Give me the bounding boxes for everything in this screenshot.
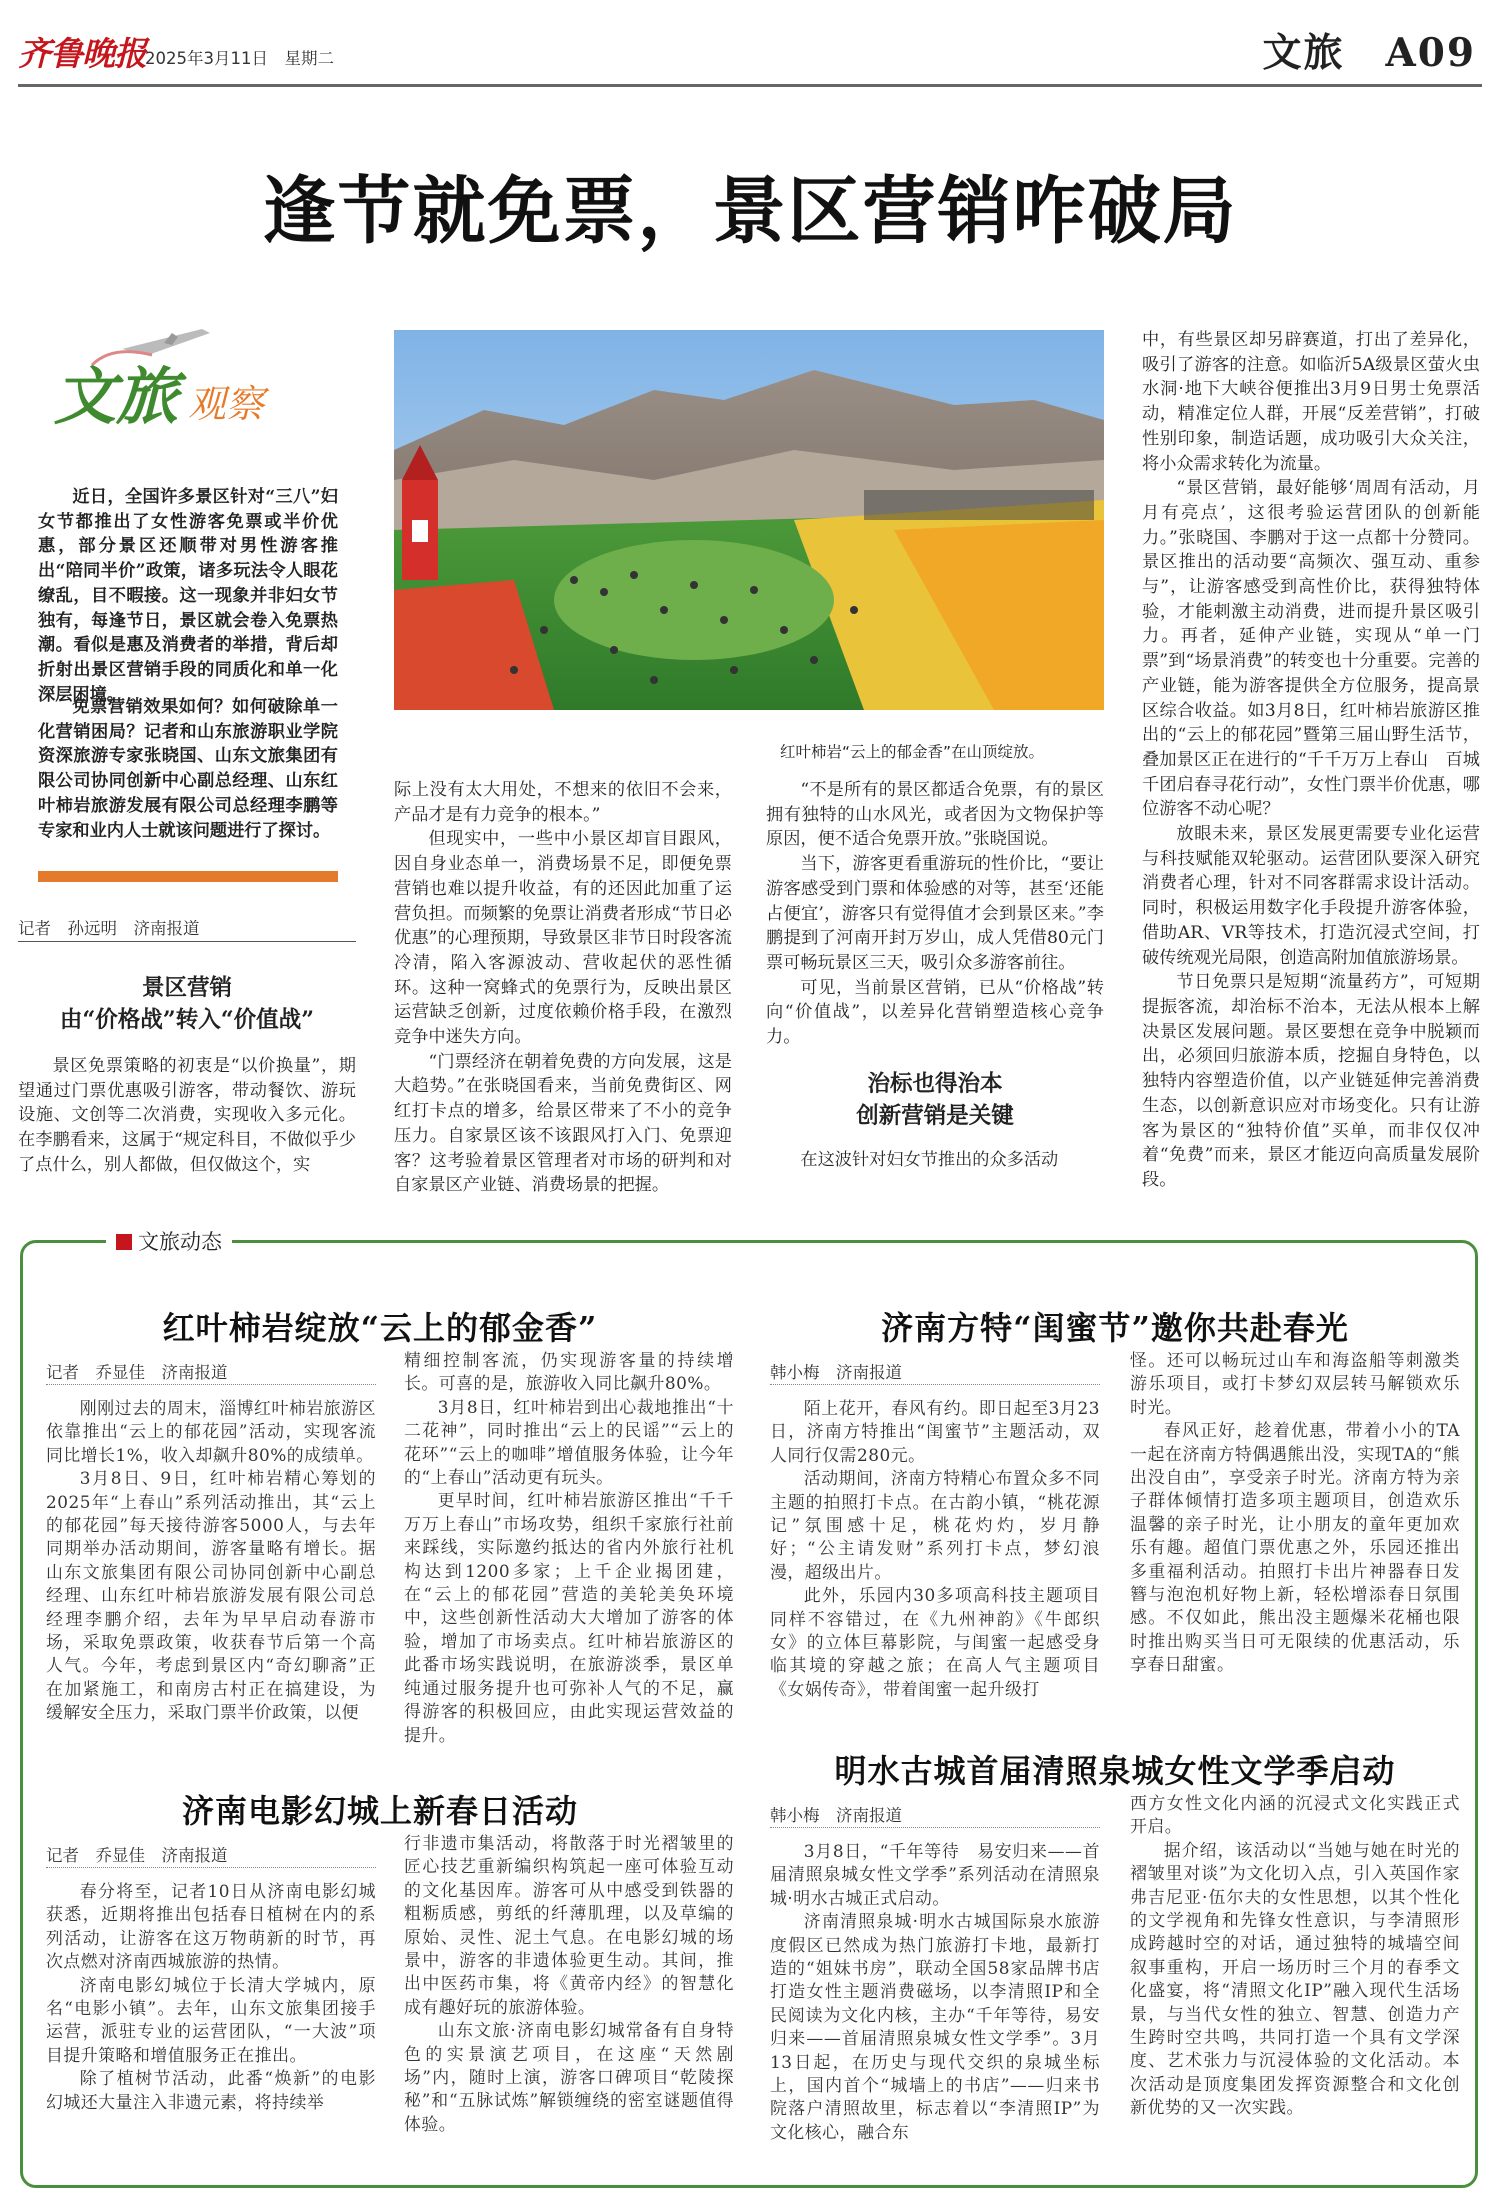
col3-paragraph: “不是所有的景区都适合免票，有的景区拥有独特的山水风光，或者因为文物保护等原因，便不适合免票开放。”张晓国说。	[766, 780, 1104, 850]
col3-paragraph: 可见，当前景区营销，已从“价格战”转向“价值战”，以差异化营销塑造核心竞争力。	[766, 977, 1104, 1048]
column-logo-big: 文旅	[54, 360, 179, 433]
article-2-title: 济南电影幻城上新春日活动	[181, 1792, 578, 1830]
article-3-paragraph: 此外，乐园内30多项高科技主题项目同样不容错过，在《九州神韵》《牛郎织女》的立体巨幕影院，与闺蜜一起感受身临其境的穿越之旅；在高人气主题项目《女娲传奇》，带着闺蜜一起升级打	[770, 1585, 1100, 1699]
section-page-label: 文旅 A09	[1262, 30, 1476, 76]
article-2-paragraph: 行非遗市集活动，将散落于时光褶皱里的匠心技艺重新编织构筑起一座可体验互动的文化基因库。游客可从中感受到铁器的粗粝质感，剪纸的纤薄肌理，以及草编的原始、灵性、泥土气息。在电影幻城的场景中，游客的非遗体验更生动。其间，推出中医药市集，将《黄帝内经》的智慧化成有趣好玩的旅游体验。	[404, 1833, 734, 2017]
article-byline: 记者 孙远明 济南报道	[18, 919, 200, 938]
article-3-paragraph: 春风正好，趁着优惠，带着小小的TA一起在济南方特偶遇熊出没，实现TA的“熊出没自由”，享受亲子时光。济南方特为亲子群体倾情打造多项主题项目，创造欢乐温馨的亲子时光，让小朋友的童年更加欢乐有趣。超值门票优惠之外，乐园还推出多重福利活动。拍照打卡出片神器春日发簪与泡泡机好物上新，轻松增添春日氛围感。不仅如此，熊出没主题爆米花桶也限时推出购买当日可无限续的优惠活动，乐享春日甜蜜。	[1130, 1420, 1460, 1675]
subhead-1-line1: 景区营销	[141, 975, 232, 1001]
column-logo-small: 观察	[188, 382, 265, 426]
article-2-paragraph: 山东文旅·济南电影幻城常备有自身特色的实景演艺项目，在这座“天然剧场”内，随时上演，游客口碑项目“乾陵探秘”和“五脉试炼”解锁缠绕的密室谜题值得体验。	[404, 2020, 734, 2134]
col4-paragraph: 放眼未来，景区发展更需要专业化运营与科技赋能双轮驱动。运营团队要深入研究消费者心理，针对不同客群需求设计活动。同时，积极运用数字化手段提升游客体验，借助AR、VR等技术，打造沉浸式空间，打破传统观光局限，创造高附加值旅游场景。	[1142, 824, 1480, 968]
article-4-left	[770, 1840, 1100, 2144]
article-3-paragraph: 陌上花开，春风有约。即日起至3月23日，济南方特推出“闺蜜节”主题活动，双人同行仅需280元。	[770, 1398, 1100, 1465]
article-3-paragraph: 怪。还可以畅玩过山车和海盗船等刺激类游乐项目，或打卡梦幻双层转马解锁欢乐时光。	[1130, 1350, 1460, 1417]
subhead-2-line1: 治标也得治本	[867, 1071, 1003, 1097]
col2-body	[394, 778, 732, 1198]
article-2-byline-rule	[46, 1867, 376, 1868]
article-4-title: 明水古城首届清照泉城女性文学季启动	[834, 1752, 1396, 1790]
header-rule	[18, 84, 1482, 87]
photo-caption: 红叶柿岩“云上的郁金香”在山顶绽放。	[780, 743, 1045, 761]
newspaper-logo: 齐鲁晚报	[18, 34, 146, 73]
orange-divider	[38, 871, 338, 882]
article-2-paragraph: 除了植树节活动，此番“焕新”的电影幻城还大量注入非遗元素，将持续举	[46, 2068, 376, 2112]
col2-paragraph: 但现实中，一些中小景区却盲目跟风，因自身业态单一，消费场景不足，即便免票营销也难以提升收益，有的还因此加重了运营负担。而频繁的免票让消费者形成“节日必优惠”的心理预期，导致景区非节日时段客流冷清，陷入客源波动、营收起伏的恶性循环。这种一窝蜂式的免票行为，反映出景区运营缺乏创新，过度依赖价格手段，在激烈竞争中迷失方向。	[394, 829, 732, 1048]
article-3-right	[1130, 1349, 1460, 1677]
article-1-paragraph: 3月8日、9日，红叶柿岩精心筹划的2025年“上春山”系列活动推出，其“云上的郁花园”每天接待游客5000人，与去年同期举办活动期间，游客量略有增长。据山东文旅集团有限公司协同创新中心副总经理、山东红叶柿岩旅游发展有限公司总经理李鹏介绍，去年为早早启动春游市场，采取免票政策，收获春节后第一个高人气。今年，考虑到景区内“奇幻聊斋”正在加紧施工，和南房古村正在搞建设，为缓解安全压力，采取门票半价政策，以便	[46, 1468, 376, 1723]
article-1-paragraph: 精细控制客流，仍实现游客量的持续增长。可喜的是，旅游收入同比飙升80%。	[404, 1350, 734, 1394]
col4-body	[1142, 328, 1480, 1193]
article-3-byline: 韩小梅 济南报道	[770, 1363, 902, 1382]
article-1-byline: 记者 乔显佳 济南报道	[46, 1363, 228, 1382]
col4-paragraph: 节日免票只是短期“流量药方”，可短期提振客流，却治标不治本，无法从根本上解决景区发展问题。景区要想在竞争中脱颖而出，必须回归旅游本质，挖掘自身特色，以独特内容塑造价值，以产业链延伸完善消费生态，以创新意识应对市场变化。只有让游客为景区的“独特价值”买单，而非仅仅冲着“免费”而来，景区才能迈向高质量发展阶段。	[1142, 972, 1480, 1190]
article-4-paragraph: 3月8日，“千年等待 易安归来——首届清照泉城女性文学季”系列活动在清照泉城·明水古城正式启动。	[770, 1841, 1100, 1908]
col3-paragraph: 当下，游客更看重游玩的性价比，“要让游客感受到门票和体验感的对等，甚至‘还能占便宜’，游客只有觉得值才会到景区来。”李鹏提到了河南开封万岁山，成人凭借80元门票可畅玩景区三天，吸引众多游客前往。	[766, 854, 1104, 973]
article-1-byline-rule	[46, 1384, 376, 1385]
col4-paragraph: “景区营销，最好能够‘周周有活动，月月有亮点’，这很考验运营团队的创新能力。”张晓国、李鹏对于这一点都十分赞同。景区推出的活动要“高频次、强互动、重参与”，让游客感受到高性价比，获得独特体验，才能刺激主动消费，进而提升景区吸引力。再者，延伸产业链，实现从“单一门票”到“场景消费”的转变也十分重要。完善的产业链，能为游客提供全方位服务，提高景区综合收益。如3月8日，红叶柿岩旅游区推出的“云上的郁花园”暨第三届山野生活节，叠加景区正在进行的“千千万万上春山 百城千团启春寻花行动”，女性门票半价优惠，哪位游客不动心呢？	[1142, 478, 1480, 820]
col3-tail: 在这波针对妇女节推出的众多活动	[800, 1150, 1059, 1170]
article-4-byline-rule	[770, 1827, 1100, 1828]
article-2-left	[46, 1880, 376, 2114]
subhead-1	[18, 972, 356, 1036]
article-2-paragraph: 春分将至，记者10日从济南电影幻城获悉，近期将推出包括春日植树在内的系列活动，让游客在这万物萌新的时节，再次点燃对济南西城旅游的热情。	[46, 1881, 376, 1972]
subhead-2-line2: 创新营销是关键	[856, 1103, 1014, 1129]
col2-paragraph: 际上没有太大用处，不想来的依旧不会来，产品才是有力竞争的根本。”	[394, 780, 732, 825]
col4-paragraph: 中，有些景区却另辟赛道，打出了差异化，吸引了游客的注意。如临沂5A级景区萤火虫水洞·地下大峡谷便推出3月9日男士免票活动，精准定位人群，开展“反差营销”，打破性别印象，制造话题，成功吸引大众关注，将小众需求转化为流量。	[1142, 330, 1480, 474]
article-4-right	[1130, 1792, 1460, 2120]
intro-paragraph-1: 近日，全国许多景区针对“三八”妇女节都推出了女性游客免票或半价优惠，部分景区还顺带对男性游客推出“陪同半价”政策，诸多玩法令人眼花缭乱，目不暇接。这一现象并非妇女节独有，每逢节日，景区就会卷入免票热潮。看似是惠及消费者的举措，背后却折射出景区营销手段的同质化和单一化深层困境。	[38, 487, 338, 705]
article-3-title: 济南方特“闺蜜节”邀你共赴春光	[881, 1309, 1349, 1347]
article-1-paragraph: 更早时间，红叶柿岩旅游区推出“千千万万上春山”市场攻势，组织千家旅行社前来踩线，实际邀约抵达的省内外旅行社机构达到1200多家；上千企业揭团建，在“云上的郁花园”营造的美轮美奂环境中，这些创新性活动大大增加了游客的体验，增加了市场卖点。红叶柿岩旅游区的此番市场实践说明，在旅游淡季，景区单纯通过服务提升也可弥补人气的不足，赢得游客的积极回应，由此实现运营效益的提升。	[404, 1490, 734, 1745]
article-2-right	[404, 1832, 734, 2136]
col3-body	[766, 778, 1104, 1050]
article-4-paragraph: 济南清照泉城·明水古城国际泉水旅游度假区已然成为热门旅游打卡地，最新打造的“姐妹书房”，联动全国58家品牌书店打造女性主题消费磁场，以李清照IP和全民阅读为文化内核，主办“千年等待，易安归来——首届清照泉城女性文学季”。3月13日起，在历史与现代交织的泉城坐标上，国内首个“城墙上的书店”——归来书院落户清照故里，标志着以“李清照IP”为文化核心，融合东	[770, 1911, 1100, 2142]
article-2-paragraph: 济南电影幻城位于长清大学城内，原名“电影小镇”。去年，山东文旅集团接手运营，派驻专业的运营团队，“一大波”项目提升策略和增值服务正在推出。	[46, 1974, 376, 2065]
byline-rule	[18, 941, 356, 942]
subhead-1-line2: 由“价格战”转入“价值战”	[59, 1007, 315, 1033]
article-4-paragraph: 西方女性文化内涵的沉浸式文化实践正式开启。	[1130, 1793, 1460, 1837]
article-2-byline: 记者 乔显佳 济南报道	[46, 1846, 228, 1865]
dynamics-label	[106, 1226, 232, 1256]
column-logo	[52, 325, 322, 445]
article-1-left	[46, 1397, 376, 1725]
article-3-byline-rule	[770, 1384, 1100, 1385]
red-square-icon	[116, 1234, 132, 1250]
main-headline: 逢节就免票，景区营销咋破局	[262, 168, 1238, 254]
article-4-byline: 韩小梅 济南报道	[770, 1806, 902, 1825]
article-1-paragraph: 刚刚过去的周末，淄博红叶柿岩旅游区依靠推出“云上的郁花园”活动，实现客流同比增长1%，收入却飙升80%的成绩单。	[46, 1398, 376, 1465]
dynamics-label-text: 文旅动态	[138, 1230, 222, 1254]
article-1-paragraph: 3月8日，红叶柿岩到出心裁地推出“十二花神”，同时推出“云上的民谣”“云上的花环”“云上的咖啡”增值服务体验，让今年的“上春山”活动更有玩头。	[404, 1396, 734, 1488]
col2-paragraph: “门票经济在朝着免费的方向发展，这是大趋势。”在张晓国看来，当前免费街区、网红打卡点的增多，给景区带来了不小的竞争压力。自家景区该不该跟风打入门、免票迎客？这考验着景区管理者对市场的研判和对自家景区产业链、消费场景的把握。	[394, 1051, 732, 1196]
subhead-2	[766, 1068, 1104, 1132]
article-1-right	[404, 1349, 734, 1747]
scenic-photo	[394, 330, 1104, 710]
article-3-left	[770, 1397, 1100, 1701]
intro-paragraph-2: 免票营销效果如何？如何破除单一化营销困局？记者和山东旅游职业学院资深旅游专家张晓国、山东文旅集团有限公司协同创新中心副总经理、山东红叶柿岩旅游发展有限公司总经理李鹏等专家和业内人士就该问题进行了探讨。	[38, 697, 338, 841]
article-4-paragraph: 据介绍，该活动以“当她与她在时光的褶皱里对谈”为文化切入点，引入英国作家弗吉尼亚·伍尔夫的女性思想，以其个性化的文学视角和先锋女性意识，与李清照形成跨越时空的对话，通过独特的城墙空间叙事重构，开启一场历时三个月的春季文化盛宴，将“清照文化IP”融入现代生活场景，与当代女性的独立、智慧、创造力产生跨时空共鸣，共同打造一个具有文学深度、艺术张力与沉浸体验的文化活动。本次活动是顶度集团发挥资源整合和文化创新优势的又一次实践。	[1130, 1839, 1460, 2118]
col1-body: 景区免票策略的初衷是“以价换量”，期望通过门票优惠吸引游客，带动餐饮、游玩设施、文创等二次消费，实现收入多元化。在李鹏看来，这属于“规定科目，不做似乎少了点什么，别人都做，但仅做这个，实	[18, 1056, 356, 1175]
issue-date: 2025年3月11日 星期二	[145, 49, 334, 68]
article-3-paragraph: 活动期间，济南方特精心布置众多不同主题的拍照打卡点。在古韵小镇，“桃花源记”氛围感十足，桃花灼灼，岁月静好；“公主请发财”系列打卡点，梦幻浪漫，超级出片。	[770, 1468, 1100, 1582]
article-1-title: 红叶柿岩绽放“云上的郁金香”	[162, 1309, 598, 1347]
